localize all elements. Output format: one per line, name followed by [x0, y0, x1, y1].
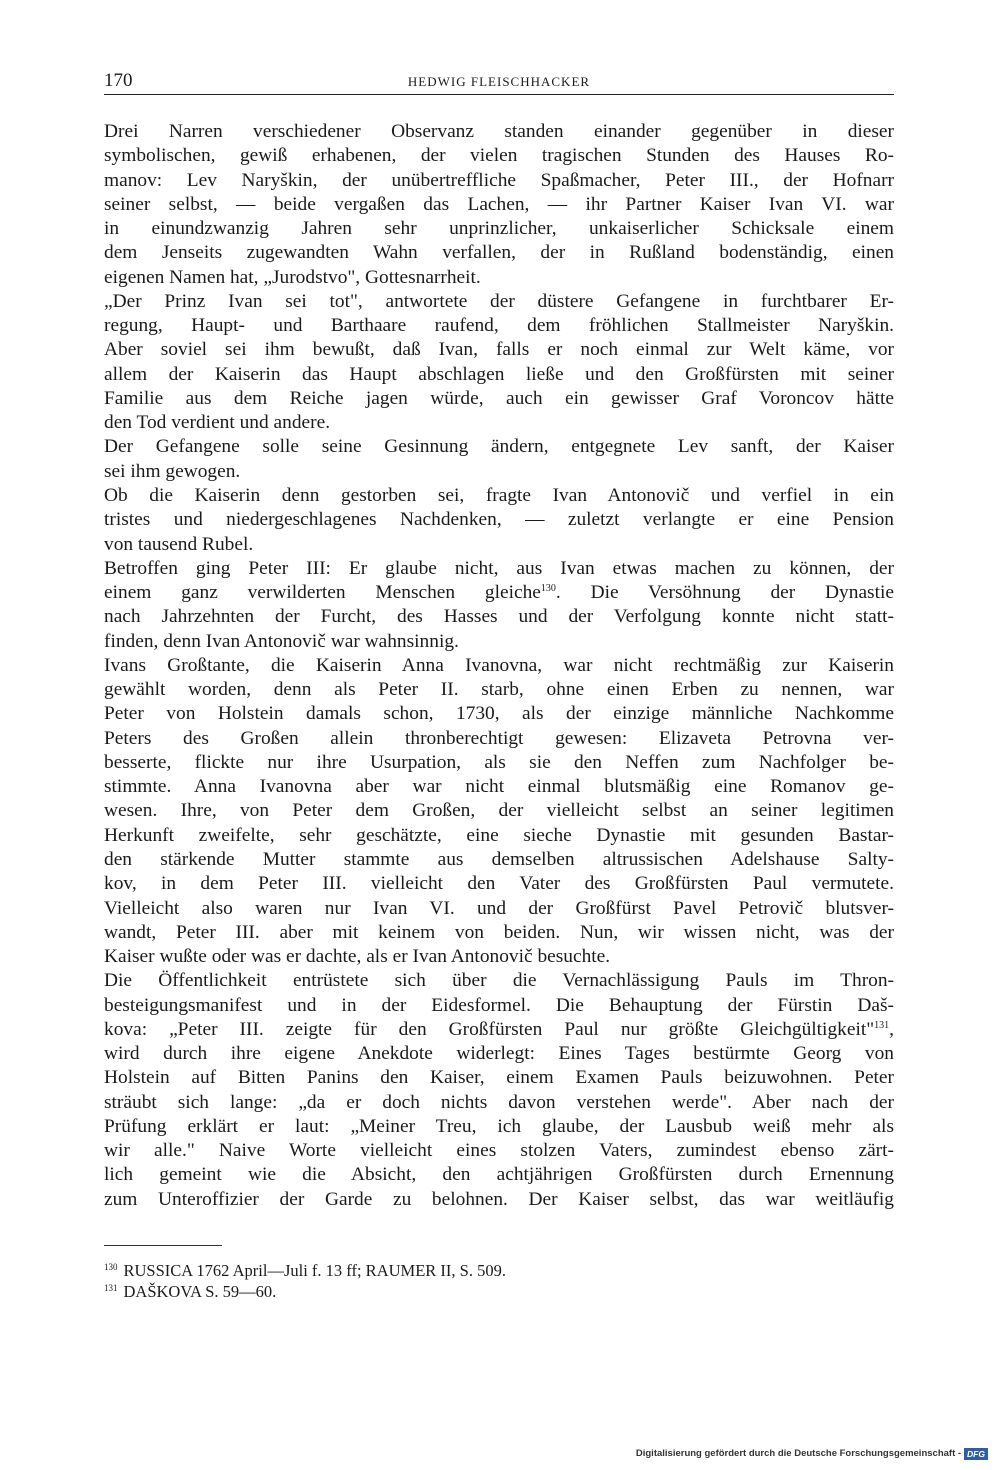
- footnotes: [104, 1260, 894, 1302]
- text-segment: den Tod verdient und andere.: [104, 412, 331, 434]
- text-segment: Herkunft zweifelte, sehr geschätzte, eine sieche Dynastie mit gesunden Bastar-: [104, 824, 894, 846]
- text-line-content: [104, 994, 894, 1018]
- text-line-content: [104, 1115, 894, 1139]
- text-line-content: [104, 435, 894, 459]
- text-line-content: [104, 1018, 894, 1042]
- text-line-content: [104, 533, 894, 557]
- text-line: [104, 460, 894, 484]
- text-line: [104, 266, 894, 290]
- text-line-content: [104, 1091, 894, 1115]
- text-line-content: [104, 338, 894, 362]
- text-line: [104, 994, 894, 1018]
- text-line-content: [104, 702, 894, 726]
- dfg-logo-icon: DFG: [964, 1448, 988, 1460]
- footnote-reference: 131: [874, 1019, 890, 1031]
- text-line: [104, 872, 894, 896]
- page-header: [104, 68, 894, 95]
- text-line-content: [104, 897, 894, 921]
- text-line: [104, 557, 894, 581]
- text-line: [104, 193, 894, 217]
- footnote-divider: [104, 1245, 222, 1246]
- text-line-content: [104, 824, 894, 848]
- text-line: [104, 508, 894, 532]
- text-segment: nach Jahrzehnten der Furcht, des Hasses und der Verfolgung konnte nicht statt-: [104, 606, 894, 628]
- text-segment: allem der Kaiserin das Haupt abschlagen ließe und den Großfürsten mit seiner: [104, 363, 894, 385]
- text-line-content: [104, 751, 894, 775]
- footnote-number: 130: [104, 1262, 118, 1272]
- text-segment: ,: [889, 1018, 894, 1040]
- text-line: [104, 1042, 894, 1066]
- text-segment: wesen. Ihre, von Peter dem Großen, der vielleicht selbst an seiner legitimen: [104, 800, 894, 822]
- text-segment: Familie aus dem Reiche jagen würde, auch ein gewisser Graf Voroncov hätte: [104, 387, 894, 409]
- text-line: [104, 363, 894, 387]
- text-line: [104, 1066, 894, 1090]
- text-line-content: [104, 1042, 894, 1066]
- text-segment: Vielleicht also waren nur Ivan VI. und der Großfürst Pavel Petrovič blutsver-: [104, 897, 894, 919]
- text-segment: Betroffen ging Peter III: Er glaube nicht, aus Ivan etwas machen zu können, der: [104, 557, 894, 579]
- text-line: [104, 1163, 894, 1187]
- text-segment: stimmte. Anna Ivanovna aber war nicht einmal blutsmäßig eine Romanov ge-: [104, 776, 894, 798]
- text-line: [104, 290, 894, 314]
- text-line: [104, 630, 894, 654]
- body-text: [104, 120, 894, 1212]
- text-line: [104, 799, 894, 823]
- text-line: [104, 484, 894, 508]
- text-segment: gewählt worden, denn als Peter II. starb, ohne einen Erben zu nennen, war: [104, 679, 894, 701]
- text-line-content: [104, 630, 894, 654]
- text-segment: Aber soviel sei ihm bewußt, daß Ivan, falls er noch einmal zur Welt käme, vor: [104, 339, 894, 361]
- text-line-content: [104, 460, 894, 484]
- text-segment: seiner selbst, — beide vergaßen das Lachen, — ihr Partner Kaiser Ivan VI. war: [104, 193, 894, 215]
- text-segment: kov, in dem Peter III. vielleicht den Vater des Großfürsten Paul vermutete.: [104, 873, 894, 895]
- text-segment: wird durch ihre eigene Anekdote widerlegt: Eines Tages bestürmte Georg von: [104, 1043, 894, 1065]
- dfg-notice-text: Digitalisierung gefördert durch die Deutsche Forschungsgemeinschaft -: [635, 1448, 962, 1459]
- text-segment: zum Unteroffizier der Garde zu belohnen. Der Kaiser selbst, das war weitläufig: [104, 1188, 894, 1210]
- text-line-content: [104, 1188, 894, 1212]
- text-segment: Holstein auf Bitten Panins den Kaiser, einem Examen Pauls beizuwohnen. Peter: [104, 1067, 894, 1089]
- text-segment: Peters des Großen allein thronberechtigt gewesen: Elizaveta Petrovna ver-: [104, 727, 894, 749]
- text-line: [104, 848, 894, 872]
- text-segment: Drei Narren verschiedener Observanz standen einander gegenüber in dieser: [104, 121, 894, 142]
- text-line: [104, 217, 894, 241]
- text-line: [104, 533, 894, 557]
- text-segment: Peter von Holstein damals schon, 1730, als der einzige männliche Nachkomme: [104, 703, 894, 725]
- text-segment: besserte, flickte nur ihre Usurpation, als sie den Neffen zum Nachfolger be-: [104, 751, 894, 773]
- text-line: [104, 411, 894, 435]
- text-line: [104, 581, 894, 605]
- text-line-content: [104, 266, 894, 290]
- text-line-content: [104, 241, 894, 265]
- running-head: HEDWIG FLEISCHHACKER: [407, 74, 591, 89]
- text-line: [104, 727, 894, 751]
- text-line-content: [104, 799, 894, 823]
- text-segment: kova: „Peter III. zeigte für den Großfürsten Paul nur größte Gleichgültigkeit": [104, 1018, 875, 1040]
- text-segment: . Die Versöhnung der Dynastie: [555, 582, 894, 604]
- text-segment: Prüfung erklärt er laut: „Meiner Treu, ich glaube, der Lausbub weiß mehr als: [104, 1115, 894, 1137]
- footnote: [104, 1260, 894, 1281]
- text-segment: einem ganz verwilderten Menschen gleiche: [104, 582, 541, 604]
- text-line-content: [104, 605, 894, 629]
- text-segment: Die Öffentlichkeit entrüstete sich über die Vernachlässigung Pauls im Thron-: [104, 970, 894, 992]
- text-line-content: [104, 387, 894, 411]
- text-line: [104, 144, 894, 168]
- text-line-content: [104, 727, 894, 751]
- text-segment: sträubt sich lange: „da er doch nichts davon verstehen werde". Aber nach der: [104, 1091, 894, 1113]
- text-line-content: [104, 969, 894, 993]
- text-segment: manov: Lev Naryškin, der unübertreffliche Spaßmacher, Peter III., der Hofnarr: [104, 169, 894, 191]
- text-line: [104, 241, 894, 265]
- text-segment: dem Jenseits zugewandten Wahn verfallen, der in Rußland bodenständig, einen: [104, 242, 894, 264]
- text-line: [104, 387, 894, 411]
- text-segment: den stärkende Mutter stammte aus demselben altrussischen Adelshause Salty-: [104, 848, 894, 870]
- text-line: [104, 1139, 894, 1163]
- text-line: [104, 824, 894, 848]
- text-line-content: [104, 314, 894, 338]
- text-line-content: [104, 508, 894, 532]
- text-line-content: [104, 169, 894, 193]
- text-line-content: [104, 1139, 894, 1163]
- text-segment: Ivans Großtante, die Kaiserin Anna Ivanovna, war nicht rechtmäßig zur Kaiserin: [104, 654, 894, 676]
- text-line-content: [104, 775, 894, 799]
- text-line: [104, 921, 894, 945]
- text-segment: lich gemeint wie die Absicht, den achtjährigen Großfürsten durch Ernennung: [104, 1164, 894, 1186]
- text-segment: besteigungsmanifest und in der Eidesformel. Die Behauptung der Fürstin Daš-: [104, 994, 894, 1016]
- text-segment: regung, Haupt- und Barthaare raufend, dem fröhlichen Stallmeister Naryškin.: [104, 315, 894, 337]
- text-line: [104, 678, 894, 702]
- footnote-number: 131: [104, 1283, 118, 1293]
- footnote: [104, 1281, 894, 1302]
- text-line-content: [104, 484, 894, 508]
- text-line-content: [104, 557, 894, 581]
- text-line: [104, 605, 894, 629]
- text-line-content: [104, 848, 894, 872]
- text-segment: eigenen Namen hat, „Jurodstvo", Gottesnarrheit.: [104, 266, 481, 288]
- text-segment: Kaiser wußte oder was er dachte, als er Ivan Antonovič besuchte.: [104, 946, 611, 968]
- text-line: [104, 1188, 894, 1212]
- text-segment: symbolischen, gewiß erhabenen, der vielen tragischen Stunden des Hauses Ro-: [104, 145, 894, 167]
- text-line-content: [104, 363, 894, 387]
- text-line-content: [104, 581, 894, 605]
- text-line-content: [104, 1163, 894, 1187]
- text-segment: sei ihm gewogen.: [104, 460, 241, 482]
- text-line-content: [104, 921, 894, 945]
- text-line: [104, 120, 894, 144]
- text-line: [104, 1091, 894, 1115]
- text-line-content: [104, 654, 894, 678]
- text-segment: von tausend Rubel.: [104, 533, 254, 555]
- dfg-funding-notice: [636, 1447, 988, 1461]
- text-line: [104, 169, 894, 193]
- text-line: [104, 338, 894, 362]
- page-number: 170: [104, 70, 133, 91]
- text-line: [104, 751, 894, 775]
- text-line-content: [104, 120, 894, 144]
- footnote-text: RUSSICA 1762 April—Juli f. 13 ff; RAUMER II, S. 509.: [123, 1261, 506, 1280]
- text-line-content: [104, 290, 894, 314]
- text-line: [104, 775, 894, 799]
- text-line: [104, 945, 894, 969]
- footnote-reference: 130: [540, 583, 556, 595]
- text-line-content: [104, 945, 894, 969]
- text-line: [104, 314, 894, 338]
- text-segment: in einundzwanzig Jahren sehr unprinzlicher, unkaiserlicher Schicksale einem: [104, 218, 894, 240]
- text-line: [104, 969, 894, 993]
- text-line-content: [104, 678, 894, 702]
- text-line: [104, 435, 894, 459]
- text-line-content: [104, 144, 894, 168]
- text-line: [104, 1018, 894, 1042]
- text-line: [104, 654, 894, 678]
- text-segment: wandt, Peter III. aber mit keinem von beiden. Nun, wir wissen nicht, was der: [104, 921, 894, 943]
- text-segment: „Der Prinz Ivan sei tot", antwortete der düstere Gefangene in furchtbarer Er-: [104, 290, 894, 312]
- text-segment: finden, denn Ivan Antonovič war wahnsinnig.: [104, 630, 459, 652]
- text-segment: wir alle." Naive Worte vielleicht eines stolzen Vaters, zumindest ebenso zärt-: [104, 1140, 894, 1162]
- text-line-content: [104, 193, 894, 217]
- footnote-text: DAŠKOVA S. 59—60.: [123, 1282, 277, 1301]
- text-line-content: [104, 217, 894, 241]
- text-line: [104, 702, 894, 726]
- text-segment: Der Gefangene solle seine Gesinnung ändern, entgegnete Lev sanft, der Kaiser: [104, 436, 894, 458]
- text-line-content: [104, 872, 894, 896]
- text-line: [104, 897, 894, 921]
- text-segment: Ob die Kaiserin denn gestorben sei, fragte Ivan Antonovič und verfiel in ein: [104, 484, 894, 506]
- text-line-content: [104, 411, 894, 435]
- text-segment: tristes und niedergeschlagenes Nachdenken, — zuletzt verlangte er eine Pension: [104, 509, 894, 531]
- text-line: [104, 1115, 894, 1139]
- text-line-content: [104, 1066, 894, 1090]
